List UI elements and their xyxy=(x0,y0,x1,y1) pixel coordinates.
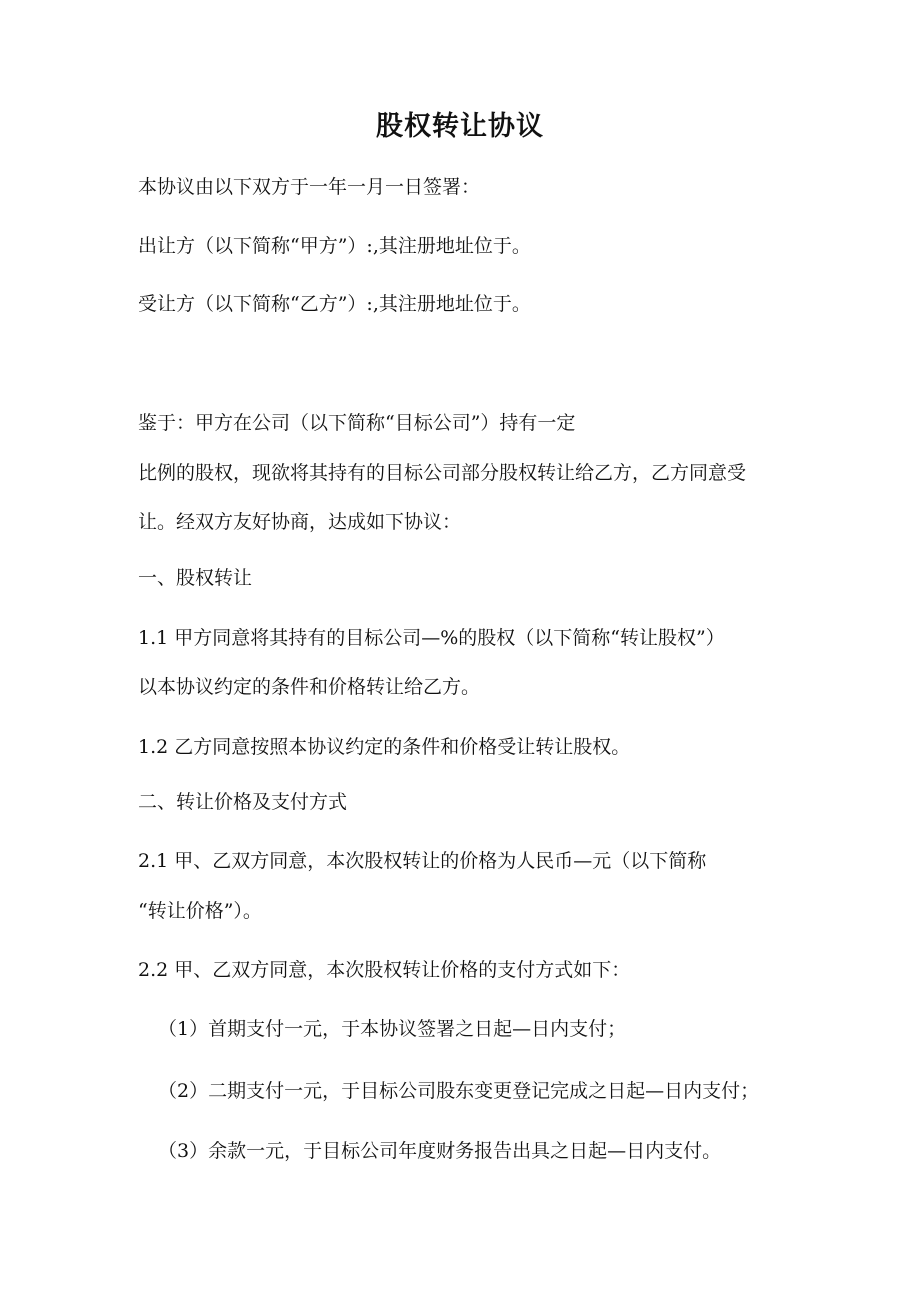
document-title: 股权转让协议 xyxy=(376,111,544,142)
section-2-heading: 二、转让价格及支付方式 xyxy=(138,791,348,813)
whereas-line-2: 比例的股权，现欲将其持有的目标公司部分股权转让给乙方，乙方同意受 xyxy=(138,462,747,484)
clause-1-1-line-1: 1.1 甲方同意将其持有的目标公司—%的股权（以下简称“转让股权”） xyxy=(138,627,725,649)
party-a-line: 出让方（以下简称“甲方”）:,其注册地址位于。 xyxy=(138,235,531,257)
clause-2-1-line-2: “转让价格”）。 xyxy=(138,900,262,922)
intro-line: 本协议由以下双方于一年一月一日签署： xyxy=(138,176,481,198)
clause-1-2: 1.2 乙方同意按照本协议约定的条件和价格受让转让股权。 xyxy=(138,736,631,758)
clause-2-2: 2.2 甲、乙双方同意，本次股权转让价格的支付方式如下： xyxy=(138,959,631,981)
payment-item-3: （3）余款一元，于目标公司年度财务报告出具之日起—日内支付。 xyxy=(158,1140,722,1162)
clause-2-1-line-1: 2.1 甲、乙双方同意，本次股权转让的价格为人民币—元（以下简称 xyxy=(138,850,707,872)
whereas-line-3: 让。经双方友好协商，达成如下协议： xyxy=(138,511,462,533)
section-1-heading: 一、股权转让 xyxy=(138,567,253,589)
clause-1-1-line-2: 以本协议约定的条件和价格转让给乙方。 xyxy=(138,676,481,698)
payment-item-1: （1）首期支付一元，于本协议签署之日起—日内支付； xyxy=(158,1018,627,1040)
party-b-line: 受让方（以下简称“乙方”）:,其注册地址位于。 xyxy=(138,293,531,315)
whereas-line-1: 鉴于：甲方在公司（以下简称“目标公司”）持有一定 xyxy=(138,412,576,434)
payment-item-2: （2）二期支付一元，于目标公司股东变更登记完成之日起—日内支付； xyxy=(158,1080,760,1102)
